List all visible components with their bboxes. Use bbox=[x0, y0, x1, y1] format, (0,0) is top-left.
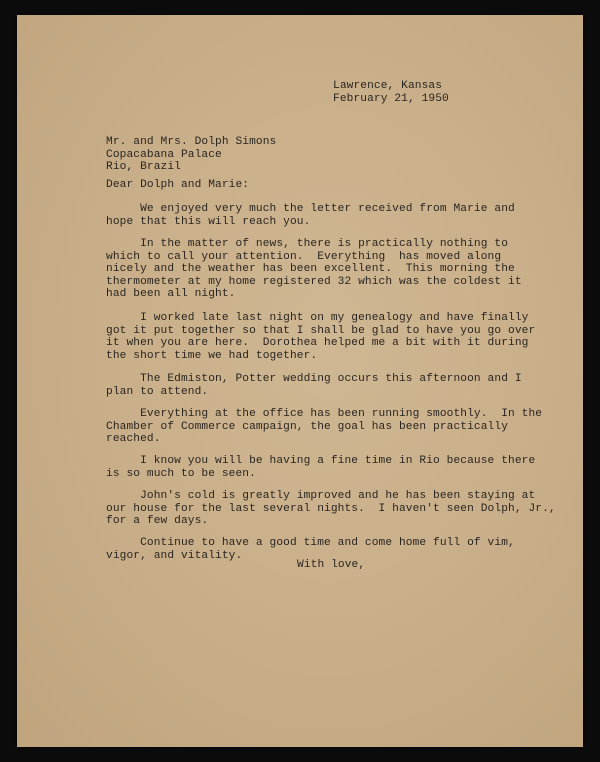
paragraph-line: Continue to have a good time and come home full of vim, bbox=[106, 537, 515, 549]
paragraph bbox=[106, 238, 546, 301]
recipient-city: Rio, Brazil bbox=[106, 161, 181, 174]
paragraph-line: John's cold is greatly improved and he has been staying at bbox=[106, 490, 536, 502]
paragraph-line: got it put together so that I shall be glad to have you go over bbox=[106, 324, 536, 337]
paragraph-line: I worked late last night on my genealogy and have finally bbox=[106, 312, 529, 324]
paragraph bbox=[106, 490, 556, 528]
paragraph-line: I know you will be having a fine time in Rio because there bbox=[106, 455, 536, 467]
recipient-name: Mr. and Mrs. Dolph Simons bbox=[106, 136, 277, 148]
paragraph-line: it when you are here. Dorothea helped me a bit with it during bbox=[106, 337, 529, 350]
paragraph-line: our house for the last several nights. I haven't seen Dolph, Jr., bbox=[106, 502, 556, 515]
paragraph-line: for a few days. bbox=[106, 515, 209, 528]
paragraph-line: which to call your attention. Everything has moved along bbox=[106, 250, 502, 263]
closing: With love, bbox=[297, 559, 366, 571]
paragraph bbox=[106, 455, 546, 480]
paragraph-line: Everything at the office has been running smoothly. In the bbox=[106, 408, 543, 420]
paragraph-line: hope that this will reach you. bbox=[106, 215, 311, 228]
paragraph bbox=[106, 408, 546, 446]
letter-page bbox=[17, 15, 583, 747]
letter-place: Lawrence, Kansas bbox=[333, 80, 443, 92]
paragraph-line: Chamber of Commerce campaign, the goal has been practically bbox=[106, 420, 509, 433]
paragraph-line: The Edmiston, Potter wedding occurs this afternoon and I bbox=[106, 373, 522, 385]
paragraph bbox=[106, 373, 546, 398]
paragraph-line: thermometer at my home registered 32 which was the coldest it bbox=[106, 275, 522, 288]
paragraph-line: is so much to be seen. bbox=[106, 467, 256, 480]
paragraph bbox=[106, 203, 546, 228]
paragraph bbox=[106, 312, 546, 362]
paragraph-line: plan to attend. bbox=[106, 385, 209, 398]
paragraph-line: reached. bbox=[106, 433, 161, 446]
letter-date: February 21, 1950 bbox=[333, 93, 449, 105]
paragraph-line: In the matter of news, there is practically nothing to bbox=[106, 238, 509, 250]
recipient-hotel: Copacabana Palace bbox=[106, 148, 222, 161]
paragraph-line: had been all night. bbox=[106, 288, 236, 301]
salutation: Dear Dolph and Marie: bbox=[106, 179, 250, 191]
paragraph-line: nicely and the weather has been excellent. This morning the bbox=[106, 263, 515, 276]
paragraph-line: We enjoyed very much the letter received from Marie and bbox=[106, 203, 515, 215]
letter-body bbox=[17, 15, 583, 747]
paragraph-line: the short time we had together. bbox=[106, 349, 318, 362]
paragraph-line: vigor, and vitality. bbox=[106, 549, 243, 562]
